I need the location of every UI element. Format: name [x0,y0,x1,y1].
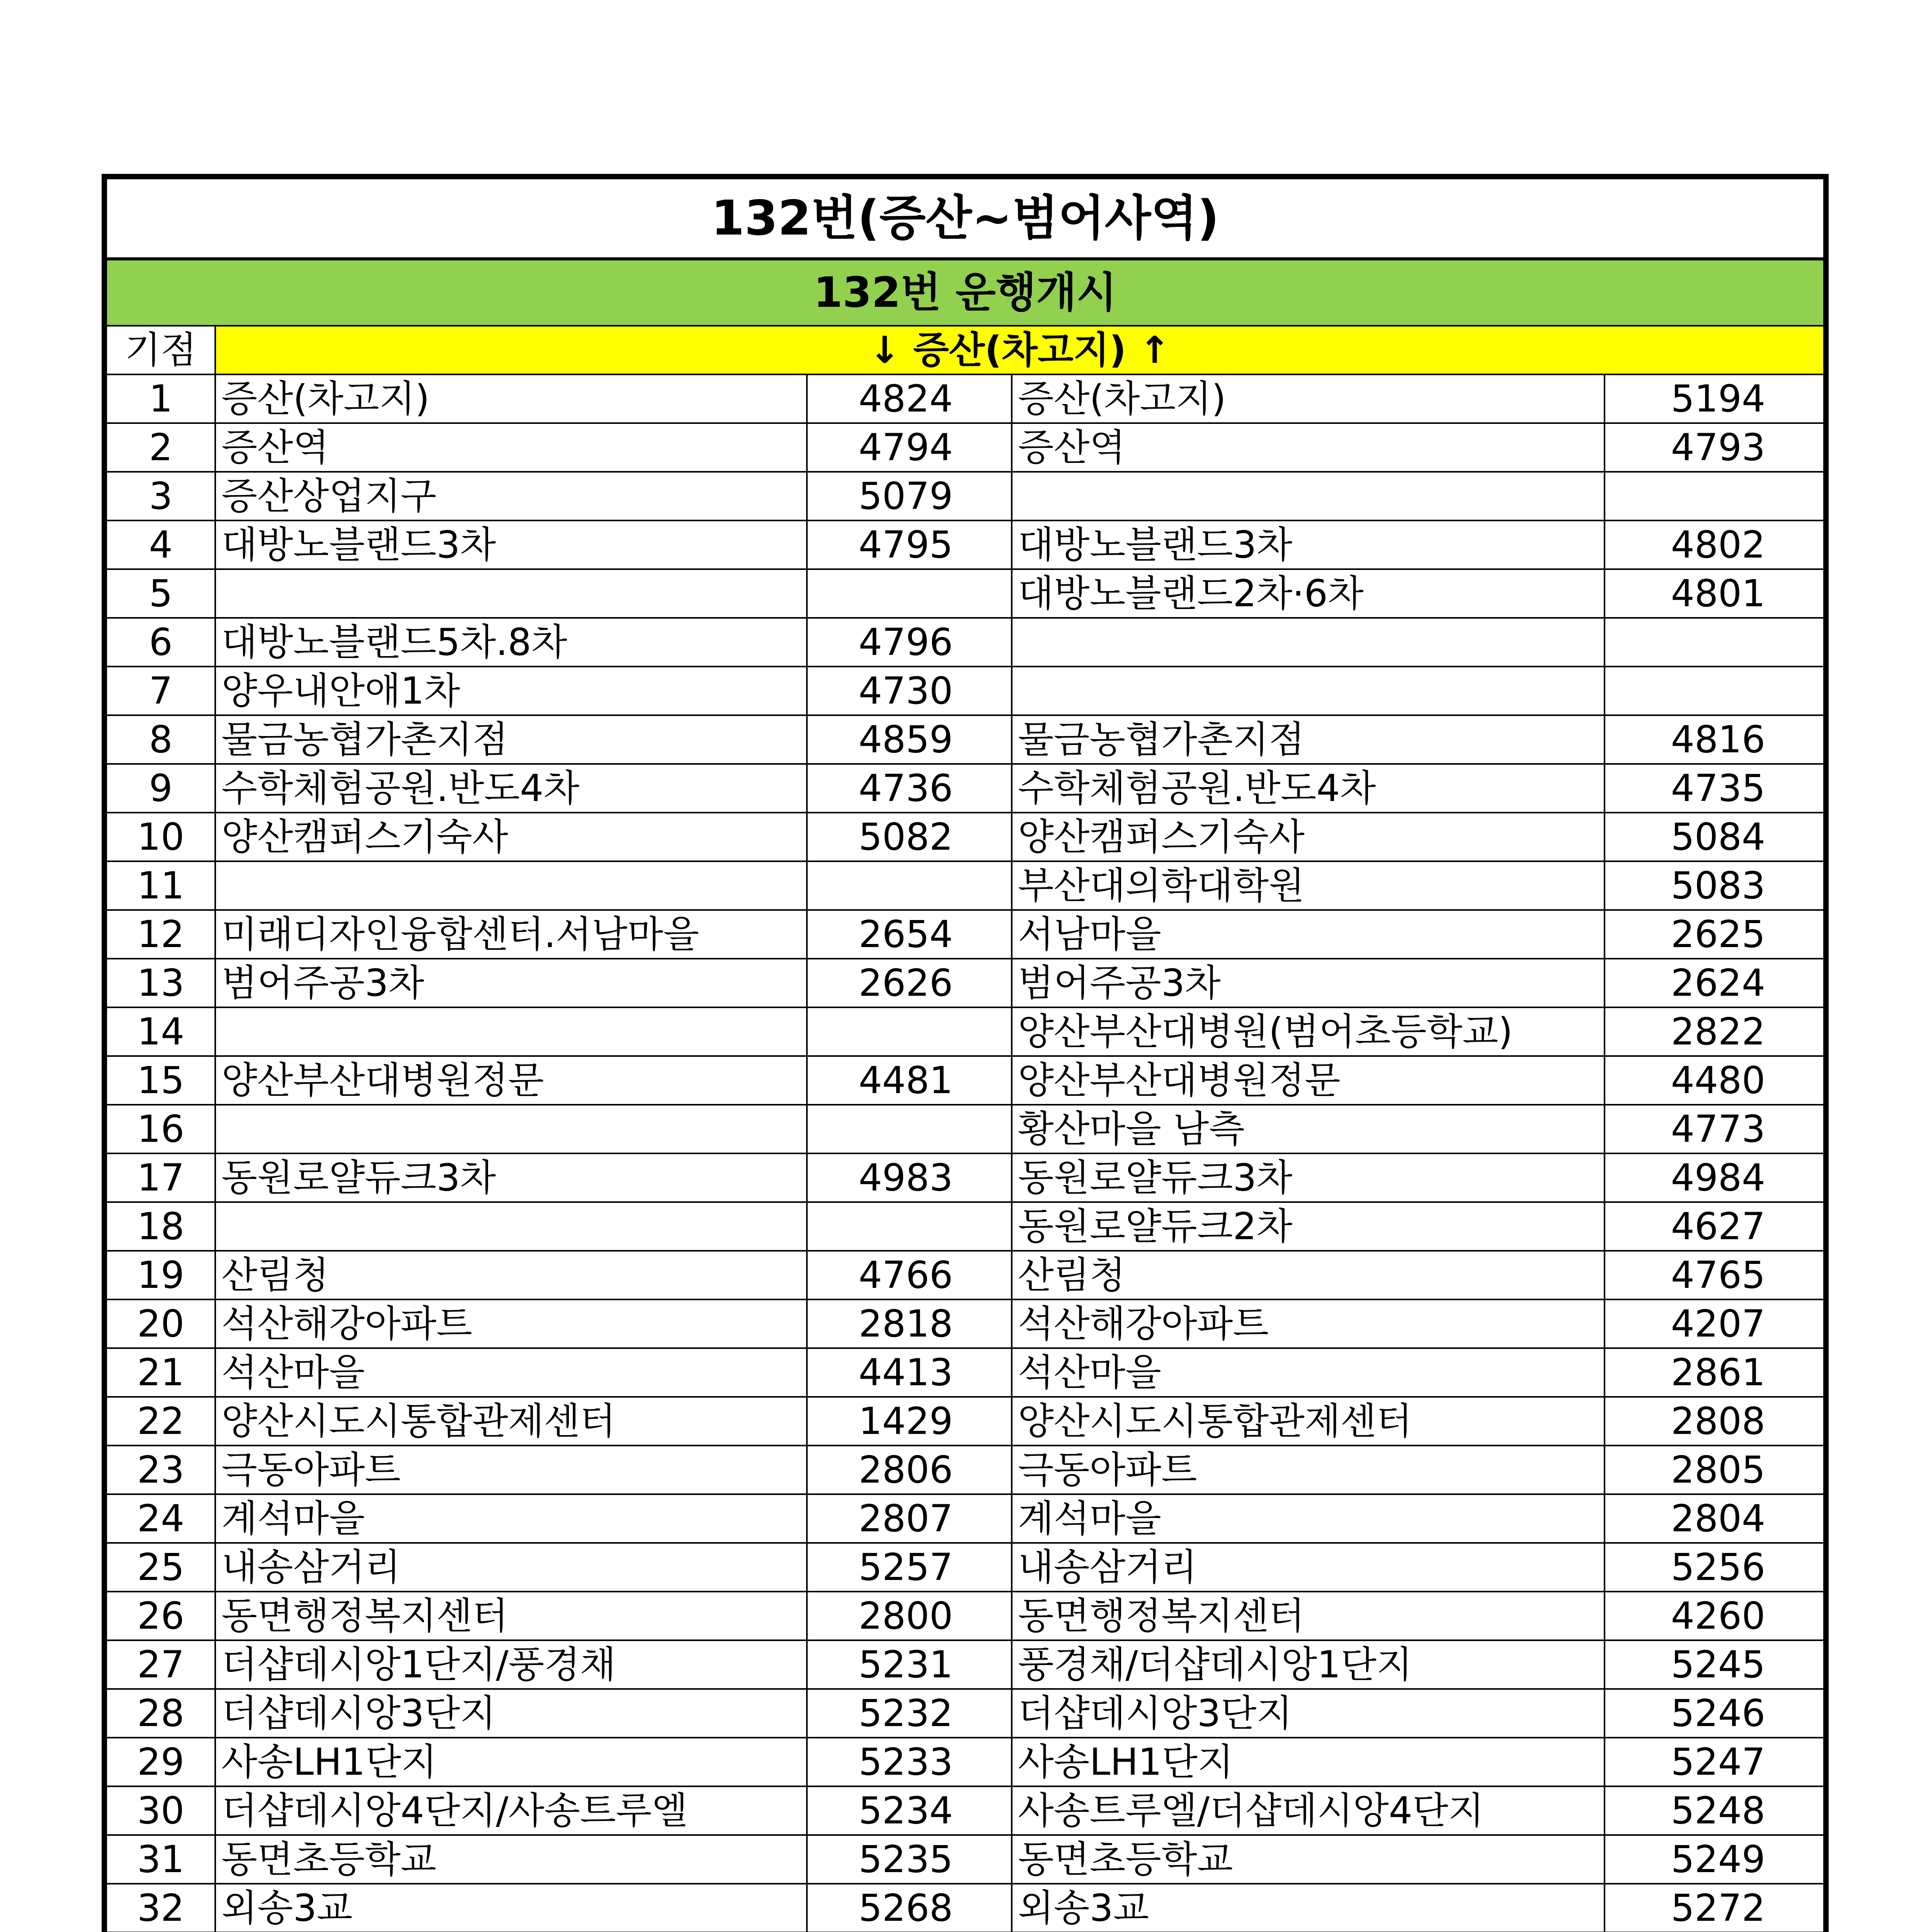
inbound-stop-name: 물금농협가촌지점 [1012,715,1605,764]
inbound-stop-code: 2805 [1605,1446,1826,1494]
inbound-stop-code: 2861 [1605,1348,1826,1397]
table-row [104,1494,1826,1543]
table-row [104,813,1826,861]
stop-number: 17 [104,1153,215,1202]
inbound-stop-name [1012,618,1605,667]
table-row [104,520,1826,569]
inbound-stop-code: 4984 [1605,1153,1826,1202]
outbound-stop-name: 동면행정복지센터 [215,1592,807,1640]
stop-number: 18 [104,1202,215,1251]
inbound-stop-name: 석산마을 [1012,1348,1605,1397]
stop-number: 7 [104,667,215,715]
stop-number: 9 [104,764,215,813]
stop-number: 4 [104,520,215,569]
inbound-stop-name: 양산캠퍼스기숙사 [1012,813,1605,861]
inbound-stop-name: 부산대의학대학원 [1012,861,1605,910]
inbound-stop-name [1012,472,1605,520]
stop-number: 22 [104,1397,215,1446]
outbound-stop-code [807,1007,1012,1056]
outbound-stop-name: 양산시도시통합관제센터 [215,1397,807,1446]
outbound-stop-code: 5268 [807,1884,1012,1932]
stop-number: 2 [104,423,215,472]
outbound-stop-name: 양우내안애1차 [215,667,807,715]
outbound-stop-name: 극동아파트 [215,1446,807,1494]
stop-number: 12 [104,910,215,959]
stop-number: 25 [104,1543,215,1592]
inbound-stop-name: 대방노블랜드2차·6차 [1012,569,1605,618]
inbound-stop-name: 내송삼거리 [1012,1543,1605,1592]
start-label: 기점 [104,326,215,374]
outbound-stop-name: 증산역 [215,423,807,472]
inbound-stop-code: 4260 [1605,1592,1826,1640]
inbound-stop-name: 계석마을 [1012,1494,1605,1543]
inbound-stop-code: 4735 [1605,764,1826,813]
outbound-stop-name: 외송3교 [215,1884,807,1932]
outbound-stop-code: 1429 [807,1397,1012,1446]
stop-number: 8 [104,715,215,764]
table-row [104,1786,1826,1835]
table-row [104,1007,1826,1056]
inbound-stop-code: 4480 [1605,1056,1826,1105]
inbound-stop-code: 4816 [1605,715,1826,764]
outbound-stop-name: 석산마을 [215,1348,807,1397]
inbound-stop-code: 5246 [1605,1689,1826,1738]
outbound-stop-name: 양산부산대병원정문 [215,1056,807,1105]
stop-number: 32 [104,1884,215,1932]
table-row [104,1056,1826,1105]
subtitle-row [104,259,1826,326]
inbound-stop-code: 4207 [1605,1299,1826,1348]
stop-number: 24 [104,1494,215,1543]
outbound-stop-code [807,1202,1012,1251]
route-subtitle: 132번 운행개시 [104,259,1826,326]
inbound-stop-name: 대방노블랜드3차 [1012,520,1605,569]
outbound-stop-code: 5079 [807,472,1012,520]
stop-number: 3 [104,472,215,520]
stop-number: 27 [104,1640,215,1689]
table-row [104,569,1826,618]
outbound-stop-name: 더샵데시앙3단지 [215,1689,807,1738]
stop-number: 13 [104,959,215,1007]
table-row [104,764,1826,813]
outbound-stop-code: 2654 [807,910,1012,959]
stop-number: 20 [104,1299,215,1348]
inbound-stop-code: 5083 [1605,861,1826,910]
inbound-stop-name: 풍경채/더샵데시앙1단지 [1012,1640,1605,1689]
outbound-stop-name: 석산해강아파트 [215,1299,807,1348]
outbound-stop-code: 4796 [807,618,1012,667]
outbound-stop-code: 5231 [807,1640,1012,1689]
stop-number: 30 [104,1786,215,1835]
outbound-stop-name: 대방노블랜드5차.8차 [215,618,807,667]
stop-number: 19 [104,1251,215,1299]
table-row [104,423,1826,472]
outbound-stop-code: 4413 [807,1348,1012,1397]
inbound-stop-name: 동원로얄듀크2차 [1012,1202,1605,1251]
inbound-stop-code: 5245 [1605,1640,1826,1689]
outbound-stop-name: 범어주공3차 [215,959,807,1007]
outbound-stop-code: 2807 [807,1494,1012,1543]
outbound-stop-name: 더샵데시앙4단지/사송트루엘 [215,1786,807,1835]
outbound-stop-name [215,569,807,618]
outbound-stop-name: 물금농협가촌지점 [215,715,807,764]
outbound-stop-code: 2626 [807,959,1012,1007]
outbound-stop-code: 5234 [807,1786,1012,1835]
table-row [104,1251,1826,1299]
stop-number: 5 [104,569,215,618]
inbound-stop-code: 4773 [1605,1105,1826,1153]
outbound-stop-name: 산림청 [215,1251,807,1299]
outbound-stop-code: 4983 [807,1153,1012,1202]
table-row [104,959,1826,1007]
table-row [104,1446,1826,1494]
stop-number: 6 [104,618,215,667]
outbound-stop-code: 2806 [807,1446,1012,1494]
outbound-stop-name: 더샵데시앙1단지/풍경채 [215,1640,807,1689]
outbound-stop-code: 5233 [807,1738,1012,1786]
inbound-stop-name: 양산부산대병원정문 [1012,1056,1605,1105]
inbound-stop-code: 4793 [1605,423,1826,472]
start-terminal: ↓ 증산(차고지) ↑ [215,326,1826,374]
route-table [102,174,1829,1932]
inbound-stop-name: 양산시도시통합관제센터 [1012,1397,1605,1446]
outbound-stop-name [215,1105,807,1153]
table-row [104,715,1826,764]
stop-number: 31 [104,1835,215,1884]
inbound-stop-code: 4802 [1605,520,1826,569]
outbound-stop-code: 4795 [807,520,1012,569]
inbound-stop-name: 동면행정복지센터 [1012,1592,1605,1640]
inbound-stop-code: 5249 [1605,1835,1826,1884]
outbound-stop-code: 2800 [807,1592,1012,1640]
outbound-stop-name: 동면초등학교 [215,1835,807,1884]
table-row [104,1153,1826,1202]
outbound-stop-code [807,1105,1012,1153]
stop-number: 15 [104,1056,215,1105]
inbound-stop-code: 2808 [1605,1397,1826,1446]
inbound-stop-name: 산림청 [1012,1251,1605,1299]
inbound-stop-name: 사송트루엘/더샵데시앙4단지 [1012,1786,1605,1835]
outbound-stop-code [807,569,1012,618]
inbound-stop-code: 2804 [1605,1494,1826,1543]
inbound-stop-name: 증산(차고지) [1012,374,1605,423]
inbound-stop-code [1605,618,1826,667]
inbound-stop-name: 서남마을 [1012,910,1605,959]
table-row [104,1738,1826,1786]
table-row [104,1835,1826,1884]
outbound-stop-code [807,861,1012,910]
outbound-stop-name: 계석마을 [215,1494,807,1543]
inbound-stop-name: 사송LH1단지 [1012,1738,1605,1786]
stop-number: 29 [104,1738,215,1786]
stop-number: 1 [104,374,215,423]
stop-number: 11 [104,861,215,910]
table-row [104,910,1826,959]
outbound-stop-name [215,861,807,910]
outbound-stop-code: 4730 [807,667,1012,715]
stop-number: 23 [104,1446,215,1494]
table-row [104,1202,1826,1251]
inbound-stop-code [1605,667,1826,715]
outbound-stop-name: 증산상업지구 [215,472,807,520]
inbound-stop-code: 5194 [1605,374,1826,423]
start-row [104,326,1826,374]
outbound-stop-name: 대방노블랜드3차 [215,520,807,569]
outbound-stop-code: 5257 [807,1543,1012,1592]
inbound-stop-code: 2625 [1605,910,1826,959]
outbound-stop-name: 양산캠퍼스기숙사 [215,813,807,861]
table-row [104,1348,1826,1397]
outbound-stop-code: 4736 [807,764,1012,813]
inbound-stop-name: 증산역 [1012,423,1605,472]
inbound-stop-code [1605,472,1826,520]
table-row [104,1689,1826,1738]
table-row [104,1543,1826,1592]
table-row [104,1299,1826,1348]
outbound-stop-code: 5235 [807,1835,1012,1884]
outbound-stop-name: 동원로얄듀크3차 [215,1153,807,1202]
inbound-stop-code: 4627 [1605,1202,1826,1251]
inbound-stop-code: 5247 [1605,1738,1826,1786]
table-row [104,1105,1826,1153]
outbound-stop-code: 4794 [807,423,1012,472]
inbound-stop-code: 4801 [1605,569,1826,618]
stop-number: 26 [104,1592,215,1640]
table-row [104,667,1826,715]
inbound-stop-code: 4765 [1605,1251,1826,1299]
table-row [104,618,1826,667]
inbound-stop-name [1012,667,1605,715]
outbound-stop-code: 4481 [807,1056,1012,1105]
outbound-stop-code: 2818 [807,1299,1012,1348]
outbound-stop-name: 사송LH1단지 [215,1738,807,1786]
inbound-stop-name: 동면초등학교 [1012,1835,1605,1884]
stop-number: 10 [104,813,215,861]
stop-number: 28 [104,1689,215,1738]
inbound-stop-code: 5256 [1605,1543,1826,1592]
outbound-stop-name: 내송삼거리 [215,1543,807,1592]
stop-number: 21 [104,1348,215,1397]
inbound-stop-code: 2822 [1605,1007,1826,1056]
outbound-stop-code: 4824 [807,374,1012,423]
outbound-stop-name: 증산(차고지) [215,374,807,423]
title-row [104,177,1826,259]
table-row [104,1640,1826,1689]
outbound-stop-name [215,1007,807,1056]
table-row [104,1884,1826,1932]
inbound-stop-name: 범어주공3차 [1012,959,1605,1007]
stop-number: 14 [104,1007,215,1056]
inbound-stop-name: 동원로얄듀크3차 [1012,1153,1605,1202]
outbound-stop-name: 수학체험공원.반도4차 [215,764,807,813]
inbound-stop-name: 극동아파트 [1012,1446,1605,1494]
inbound-stop-code: 5248 [1605,1786,1826,1835]
outbound-stop-name [215,1202,807,1251]
inbound-stop-name: 수학체험공원.반도4차 [1012,764,1605,813]
table-row [104,1592,1826,1640]
inbound-stop-name: 더샵데시앙3단지 [1012,1689,1605,1738]
inbound-stop-name: 석산해강아파트 [1012,1299,1605,1348]
inbound-stop-name: 외송3교 [1012,1884,1605,1932]
inbound-stop-code: 5272 [1605,1884,1826,1932]
table-row [104,374,1826,423]
outbound-stop-code: 4766 [807,1251,1012,1299]
stop-number: 16 [104,1105,215,1153]
outbound-stop-code: 5232 [807,1689,1012,1738]
outbound-stop-name: 미래디자인융합센터.서남마을 [215,910,807,959]
outbound-stop-code: 5082 [807,813,1012,861]
outbound-stop-code: 4859 [807,715,1012,764]
inbound-stop-code: 2624 [1605,959,1826,1007]
inbound-stop-code: 5084 [1605,813,1826,861]
table-row [104,861,1826,910]
table-row [104,472,1826,520]
table-row [104,1397,1826,1446]
inbound-stop-name: 양산부산대병원(범어초등학교) [1012,1007,1605,1056]
route-title: 132번(증산~범어사역) [104,177,1826,259]
inbound-stop-name: 황산마을 남측 [1012,1105,1605,1153]
